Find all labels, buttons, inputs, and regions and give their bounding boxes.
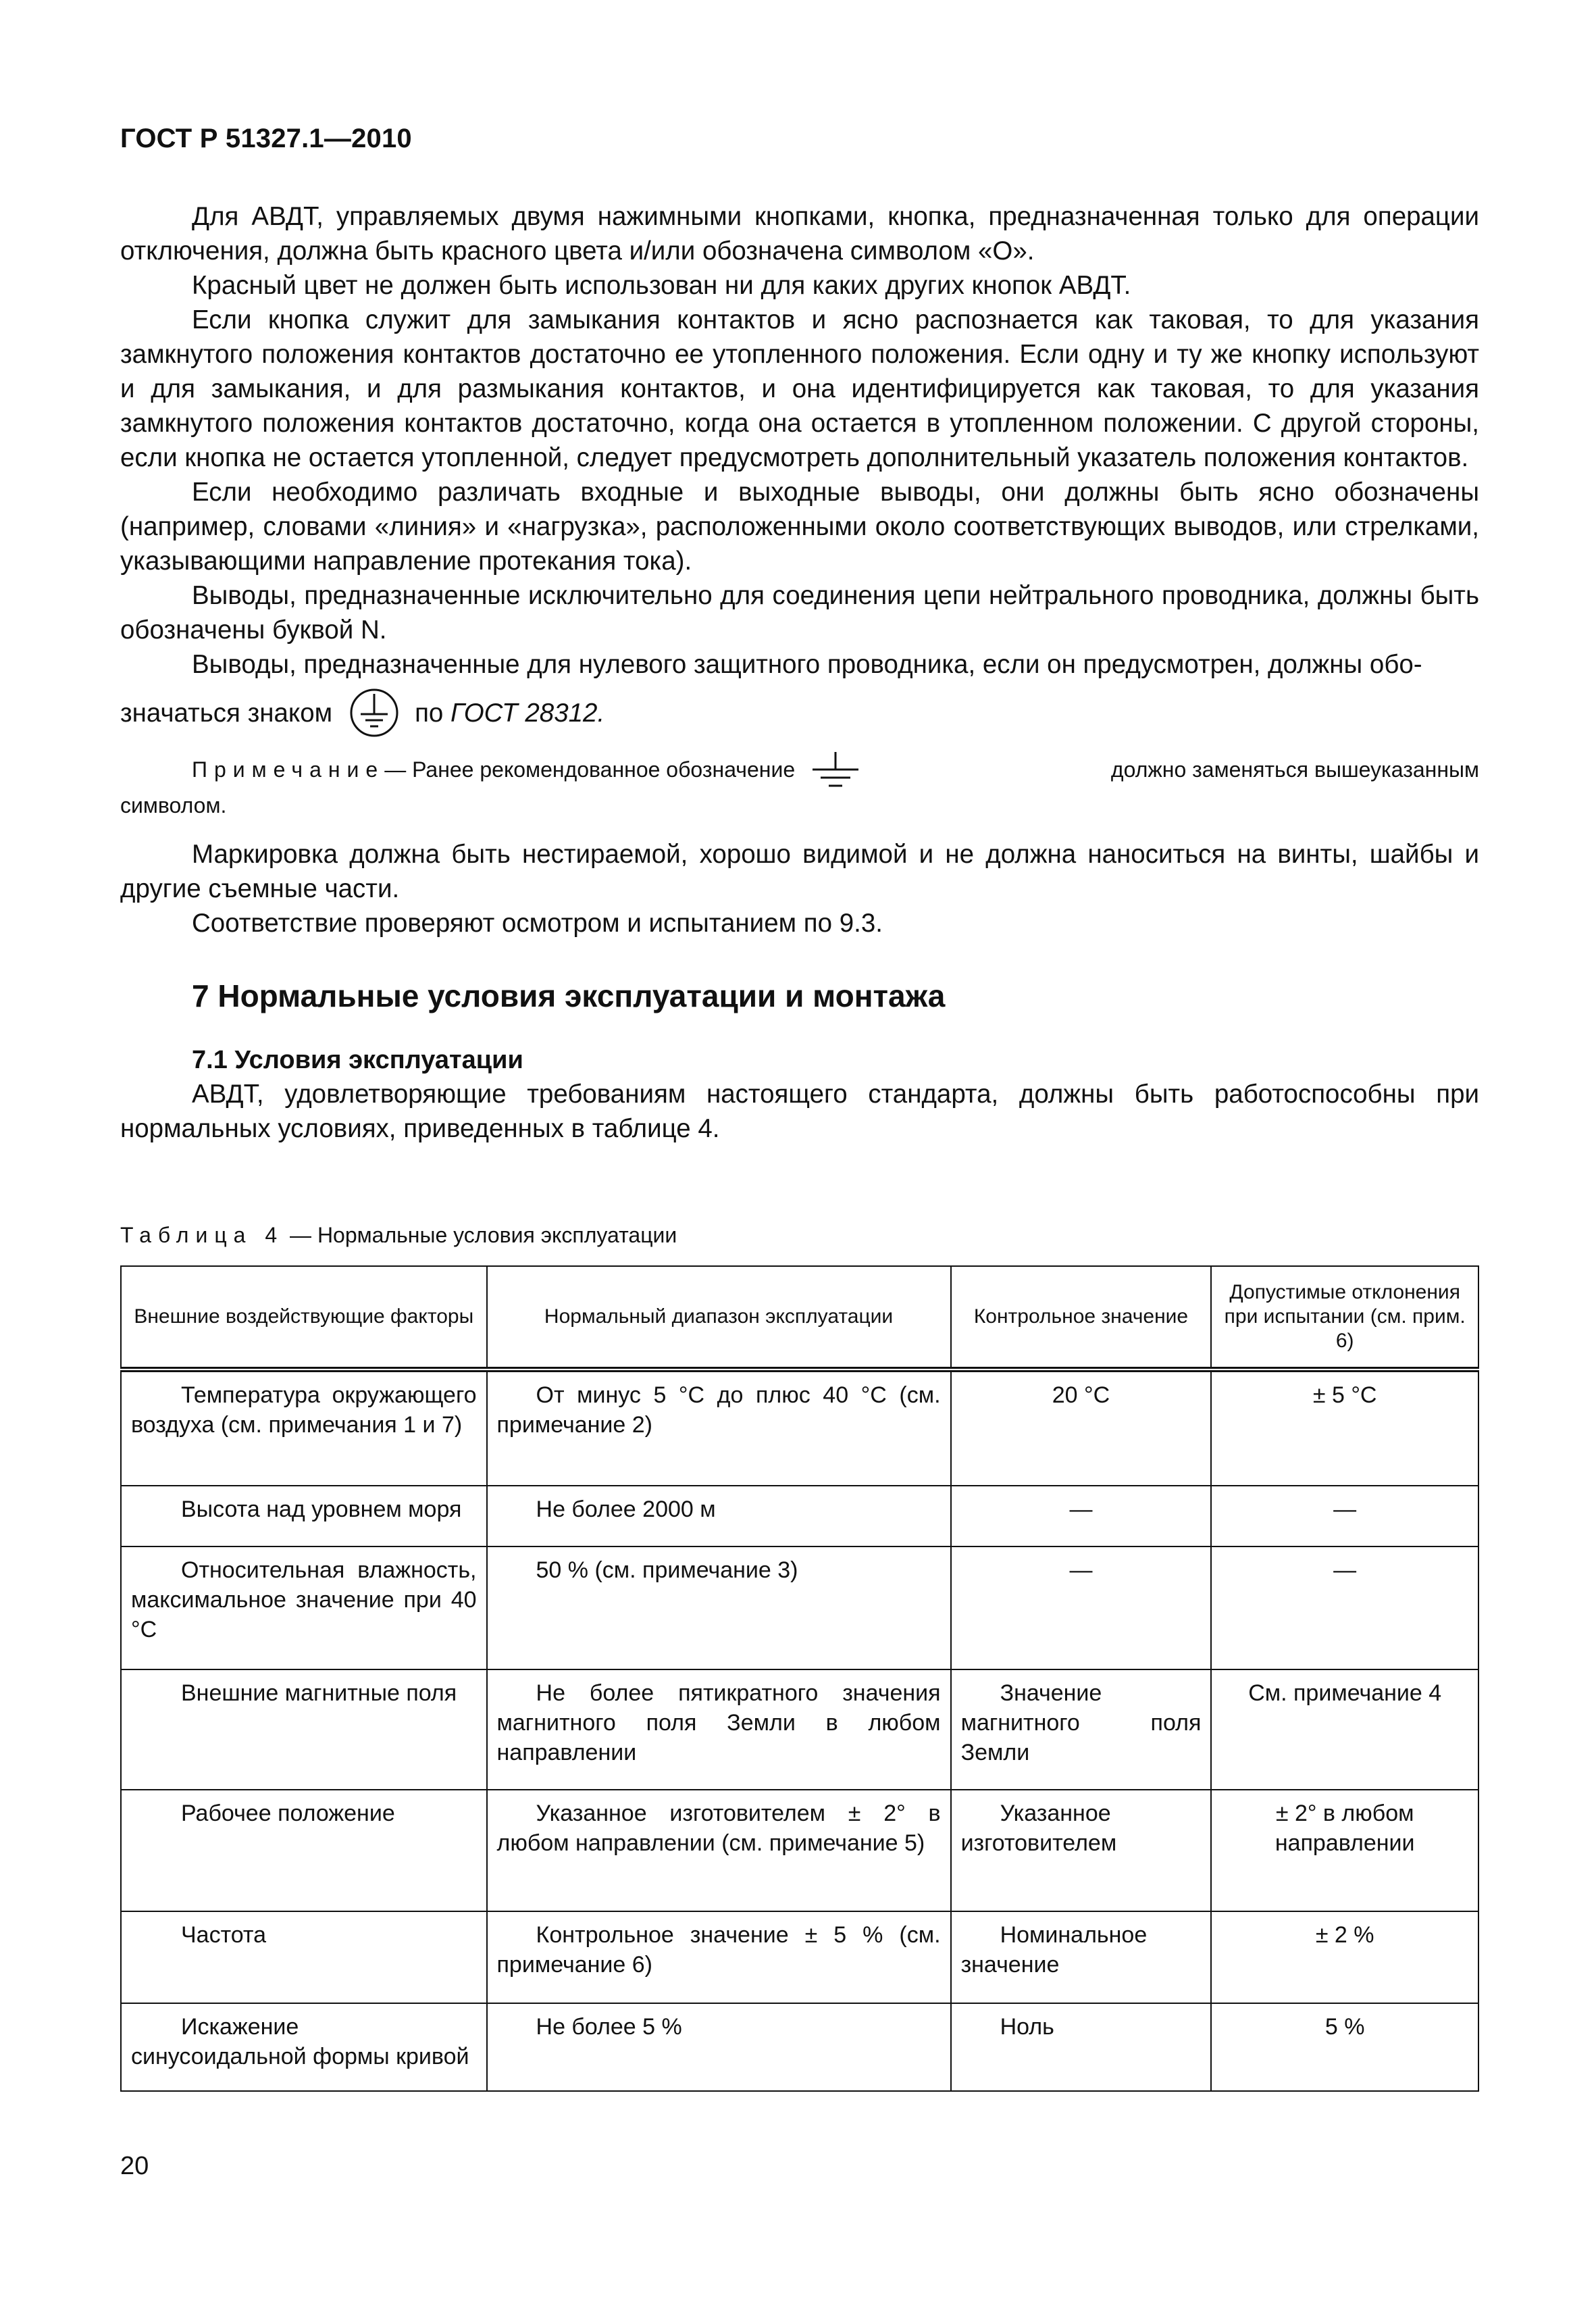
- table-cell: —: [951, 1486, 1212, 1546]
- table-cell: ± 2° в любом направлении: [1211, 1790, 1478, 1911]
- body-text: [120, 199, 1479, 1146]
- table-cell: —: [951, 1546, 1212, 1669]
- paragraph: Для АВДТ, управляемых двумя нажимными кнопками, кнопка, предназначенная только для операции отключения, должна быть красного цвета и/или обозначена символом «О».: [120, 202, 1479, 266]
- table-row: [121, 1369, 1478, 1486]
- table-cell: Высота над уровнем моря: [121, 1486, 487, 1546]
- table-header-row: [121, 1266, 1478, 1369]
- column-header: Внешние воздействующие факторы: [121, 1266, 487, 1369]
- table-cell: Указанное изготовителем: [951, 1790, 1212, 1911]
- table-caption-text: — Нормальные условия эксплуатации: [290, 1223, 677, 1247]
- standard-reference: ГОСТ 28312.: [451, 698, 605, 728]
- note-label: Примечание: [192, 757, 385, 782]
- table-cell: Номинальное значение: [951, 1911, 1212, 2003]
- table-cell: 5 %: [1211, 2003, 1478, 2091]
- paragraph: Если необходимо различать входные и выходные выводы, они должны быть ясно обозначены (например, словами «линия» и «нагрузка», расположенными около соответствующих выводов, или стрелками, указывающими направление протекания тока).: [120, 478, 1479, 576]
- table-row: [121, 1546, 1478, 1669]
- table-row: [121, 2003, 1478, 2091]
- table-cell: Не более 2000 м: [487, 1486, 951, 1546]
- table-row: [121, 1669, 1478, 1790]
- table-cell: Контрольное значение ± 5 % (см. примечание 6): [487, 1911, 951, 2003]
- table-cell: Не более 5 %: [487, 2003, 951, 2091]
- column-header: Нормальный диапазон эксплуатации: [487, 1266, 951, 1369]
- table-cell: ± 5 °С: [1211, 1369, 1478, 1486]
- paragraph: Выводы, предназначенные для нулевого защитного проводника, если он предусмотрен, должны обо-: [192, 650, 1422, 679]
- protective-earth-icon: [349, 687, 400, 738]
- table-cell: От минус 5 °С до плюс 40 °С (см. примечание 2): [487, 1369, 951, 1486]
- ground-symbol-line: [120, 686, 1479, 740]
- conditions-table: [120, 1265, 1479, 2092]
- table-cell: Температура окружающего воздуха (см. примечания 1 и 7): [121, 1369, 487, 1486]
- table-row: [121, 1486, 1478, 1546]
- table-caption: [120, 1223, 677, 1248]
- table-cell: 50 % (см. примечание 3): [487, 1546, 951, 1669]
- table-row: [121, 1790, 1478, 1911]
- subsection-heading: 7.1 Условия эксплуатации: [192, 1046, 523, 1074]
- table-cell: Относительная влажность, максимальное значение при 40 °С: [121, 1546, 487, 1669]
- table-cell: Не более пятикратного значения магнитного поля Земли в любом направлении: [487, 1669, 951, 1790]
- table-cell: Ноль: [951, 2003, 1212, 2091]
- column-header: Контрольное значение: [951, 1266, 1212, 1369]
- paragraph: Красный цвет не должен быть использован ни для каких других кнопок АВДТ.: [192, 271, 1131, 300]
- table-cell: ± 2 %: [1211, 1911, 1478, 2003]
- table-cell: Указанное изготовителем ± 2° в любом направлении (см. примечание 5): [487, 1790, 951, 1911]
- earth-symbol-icon: [808, 751, 863, 788]
- paragraph: АВДТ, удовлетворяющие требованиям настоящего стандарта, должны быть работоспособны при нормальных условиях, приведенных в таблице 4.: [120, 1080, 1479, 1143]
- page-number: 20: [120, 2152, 149, 2180]
- table-cell: Внешние магнитные поля: [121, 1669, 487, 1790]
- note-text: — Ранее рекомендованное обозначение: [384, 757, 796, 782]
- table-cell: —: [1211, 1486, 1478, 1546]
- ground-line-text: по: [415, 698, 444, 728]
- paragraph: Если кнопка служит для замыкания контактов и ясно распознается как таковая, то для указания замкнутого положения контактов достаточно ее утопленного положения. Если одну и ту же кнопку используют и для замыкания, и для размыкания контактов, и она идентифицируется как таковая, то для указания замкнутого положения контактов достаточно, когда она остается в утопленном положении. С другой стороны, если кнопка не остается утопленной, следует предусмотреть дополнительный указатель положения контактов.: [120, 305, 1479, 472]
- table-row: [121, 1911, 1478, 2003]
- note-text: символом.: [120, 793, 227, 818]
- paragraph: Маркировка должна быть нестираемой, хорошо видимой и не должна наноситься на винты, шайбы и другие съемные части.: [120, 840, 1479, 903]
- table-cell: Значение магнитного поля Земли: [951, 1669, 1212, 1790]
- table-caption-label: Таблица 4: [120, 1223, 284, 1247]
- column-header: Допустимые отклонения при испытании (см. прим. 6): [1211, 1266, 1478, 1369]
- document-header: ГОСТ Р 51327.1—2010: [120, 124, 412, 153]
- ground-line-text: значаться знаком: [120, 698, 333, 728]
- note: [120, 751, 1479, 822]
- paragraph: Выводы, предназначенные исключительно для соединения цепи нейтрального проводника, должны быть обозначены буквой N.: [120, 581, 1479, 645]
- paragraph: Соответствие проверяют осмотром и испытанием по 9.3.: [192, 909, 883, 938]
- table-cell: 20 °С: [951, 1369, 1212, 1486]
- table-cell: Частота: [121, 1911, 487, 2003]
- table-cell: См. примечание 4: [1211, 1669, 1478, 1790]
- section-heading: 7 Нормальные условия эксплуатации и монтажа: [192, 978, 946, 1013]
- table-cell: Рабочее положение: [121, 1790, 487, 1911]
- note-text: должно заменяться вышеуказанным: [1110, 757, 1479, 782]
- table-cell: —: [1211, 1546, 1478, 1669]
- table-cell: Искажение синусоидальной формы кривой: [121, 2003, 487, 2091]
